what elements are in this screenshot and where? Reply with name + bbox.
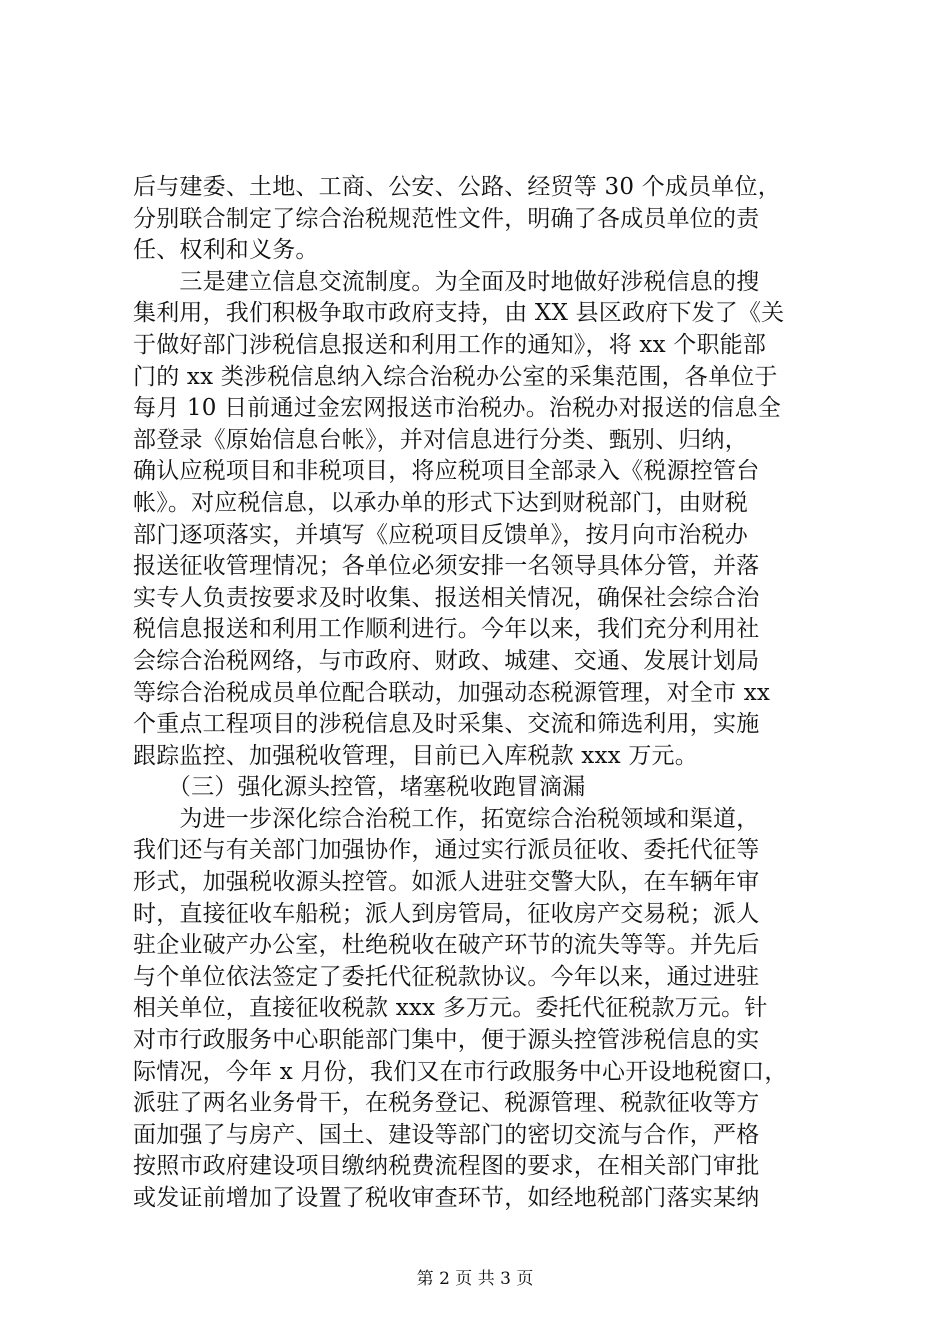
text-line: 每月 10 日前通过金宏网报送市治税办。治税办对报送的信息全: [133, 395, 781, 422]
text-line: 三是建立信息交流制度。为全面及时地做好涉税信息的搜: [133, 268, 760, 295]
text-line: 形式，加强税收源头控管。如派人进驻交警大队，在车辆年审: [133, 869, 760, 896]
text-line: 帐》。对应税信息，以承办单的形式下达到财税部门，由财税: [133, 489, 748, 516]
text-line: 为进一步深化综合治税工作，拓宽综合治税领域和渠道，: [133, 805, 760, 832]
text-line: 或发证前增加了设置了税收审查环节，如经地税部门落实某纳: [133, 1185, 760, 1211]
text-line: 相关单位，直接征收税款 xxx 多万元。委托代征税款万元。针: [133, 995, 768, 1022]
text-line: 面加强了与房产、国土、建设等部门的密切交流与合作，严格: [133, 1121, 760, 1148]
text-line: 部登录《原始信息台帐》，并对信息进行分类、甄别、归纳，: [133, 426, 748, 453]
text-line: 对市行政服务中心职能部门集中，便于源头控管涉税信息的实: [133, 1027, 760, 1054]
text-line: 会综合治税网络，与市政府、财政、城建、交通、发展计划局: [133, 647, 760, 674]
text-line: 集利用，我们积极争取市政府支持，由 XX 县区政府下发了《关: [133, 300, 785, 327]
text-line: 报送征收管理情况；各单位必须安排一名领导具体分管，并落: [133, 553, 760, 580]
text-line: 驻企业破产办公室，杜绝税收在破产环节的流失等等。并先后: [133, 932, 760, 959]
text-line: 确认应税项目和非税项目，将应税项目全部录入《税源控管台: [133, 458, 760, 485]
text-line: 派驻了两名业务骨干，在税务登记、税源管理、税款征收等方: [133, 1090, 760, 1117]
text-line: 与个单位依法签定了委托代征税款协议。今年以来，通过进驻: [133, 963, 760, 990]
text-line: 时，直接征收车船税；派人到房管局，征收房产交易税；派人: [133, 900, 760, 927]
text-line: 我们还与有关部门加强协作，通过实行派员征收、委托代征等: [133, 837, 760, 864]
text-line: 分别联合制定了综合治税规范性文件，明确了各成员单位的责: [133, 205, 760, 232]
text-line: 门的 xx 类涉税信息纳入综合治税办公室的采集范围，各单位于: [133, 363, 778, 390]
text-line: 后与建委、土地、工商、公安、公路、经贸等 30 个成员单位，: [133, 174, 781, 200]
text-line: 等综合治税成员单位配合联动，加强动态税源管理，对全市 xx: [133, 679, 771, 706]
body-text: [133, 172, 833, 1215]
text-line: 税信息报送和利用工作顺利进行。今年以来，我们充分利用社: [133, 616, 760, 643]
text-line: 实专人负责按要求及时收集、报送相关情况，确保社会综合治: [133, 584, 760, 611]
text-line: 际情况，今年 x 月份，我们又在市行政服务中心开设地税窗口，: [133, 1058, 788, 1085]
text-line: 于做好部门涉税信息报送和利用工作的通知》，将 xx 个职能部: [133, 331, 767, 358]
text-line: 任、权利和义务。: [133, 237, 319, 264]
text-line: 部门逐项落实，并填写《应税项目反馈单》，按月向市治税办: [133, 521, 748, 548]
text-line: 跟踪监控、加强税收管理，目前已入库税款 xxx 万元。: [133, 742, 698, 769]
text-line: 个重点工程项目的涉税信息及时采集、交流和筛选利用，实施: [133, 711, 760, 738]
text-line: 按照市政府建设项目缴纳税费流程图的要求，在相关部门审批: [133, 1153, 760, 1180]
page-footer: 第 2 页 共 3 页: [416, 1269, 534, 1289]
text-line: （三）强化源头控管，堵塞税收跑冒滴漏: [133, 774, 586, 801]
